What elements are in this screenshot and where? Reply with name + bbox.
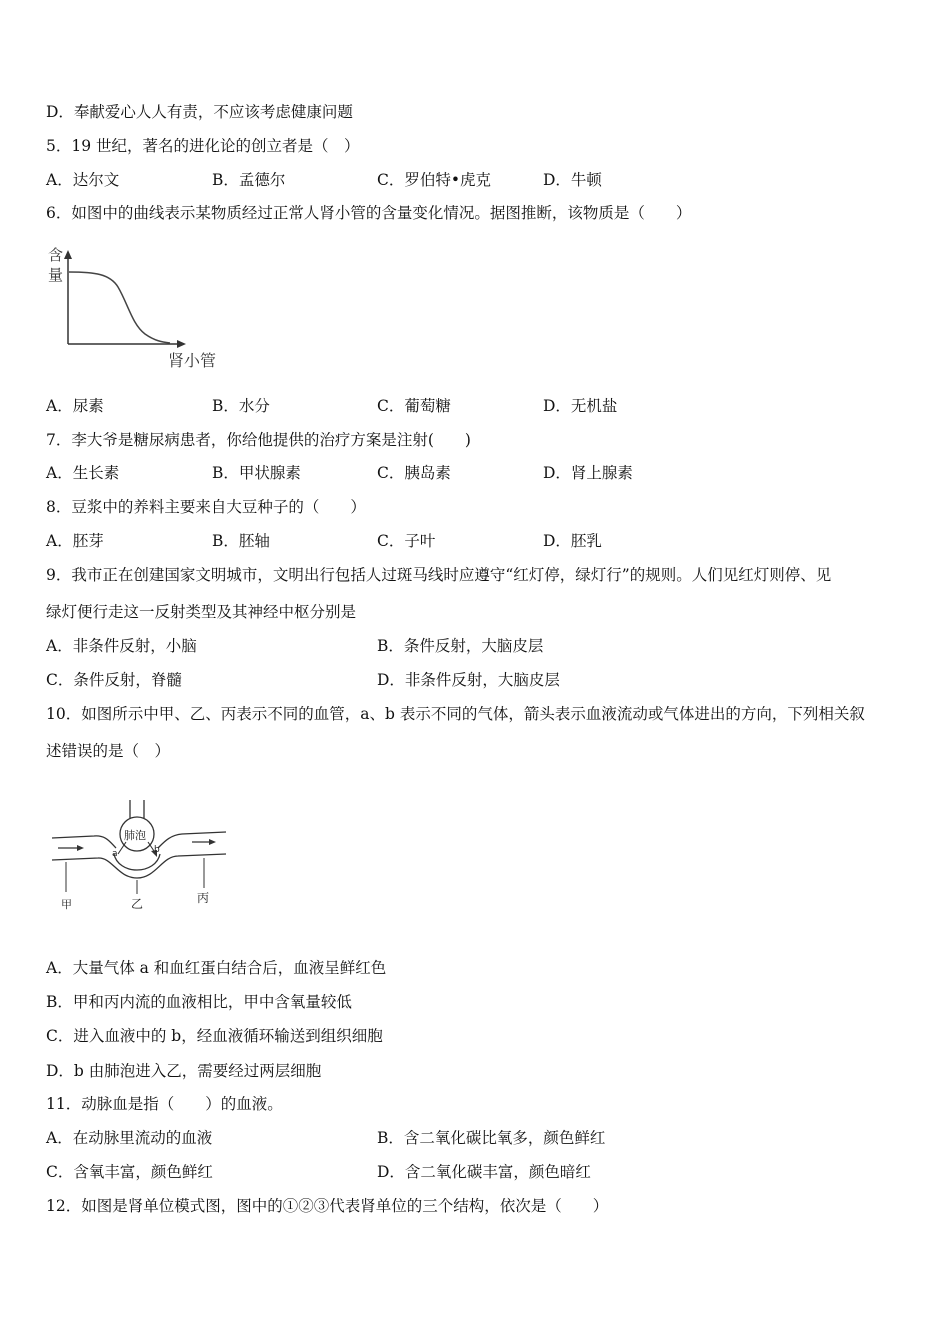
- q11-option-c: C．含氧丰富，颜色鲜红: [46, 1163, 213, 1181]
- vessel-jia-label: 甲: [61, 898, 72, 911]
- vessel-yi-label: 乙: [131, 897, 144, 911]
- q6-curve-chart: [40, 242, 240, 377]
- q11-option-d: D．含二氧化碳丰富，颜色暗红: [377, 1163, 591, 1181]
- q10-alveolus-diagram: [46, 798, 236, 916]
- q5-option-a: A．达尔文: [46, 171, 120, 189]
- q4-option-d: D．奉献爱心人人有责，不应该考虑健康问题: [46, 103, 353, 121]
- q7-option-c: C．胰岛素: [377, 464, 451, 482]
- q7-option-d: D．肾上腺素: [543, 464, 633, 482]
- q6-ylabel-1: 含: [48, 246, 64, 264]
- q9-option-c: C．条件反射，脊髓: [46, 671, 182, 689]
- q8-option-b: B．胚轴: [212, 532, 270, 550]
- q10-option-c: C．进入血液中的 b，经血液循环输送到组织细胞: [46, 1027, 383, 1045]
- q8-stem: 8．豆浆中的养料主要来自大豆种子的（ ）: [46, 498, 366, 516]
- q5-option-c: C．罗伯特•虎克: [377, 171, 492, 189]
- q9-stem-line2: 绿灯便行走这一反射类型及其神经中枢分别是: [46, 603, 357, 621]
- q8-option-c: C．子叶: [377, 532, 436, 550]
- q6-stem: 6．如图中的曲线表示某物质经过正常人肾小管的含量变化情况。据图推断，该物质是（ ）: [46, 204, 692, 222]
- q10-option-a: A．大量气体 a 和血红蛋白结合后，血液呈鲜红色: [46, 959, 387, 977]
- q6-y-arrow: [64, 250, 72, 259]
- q6-xlabel: 肾小管: [168, 351, 217, 370]
- q8-option-d: D．胚乳: [543, 532, 602, 550]
- q12-stem: 12．如图是肾单位模式图，图中的①②③代表肾单位的三个结构，依次是（ ）: [46, 1197, 609, 1215]
- q6-option-d: D．无机盐: [543, 397, 618, 415]
- alveolus-label: 肺泡: [124, 829, 146, 842]
- q10-figure: [46, 798, 236, 916]
- q6-content-curve: [69, 272, 170, 343]
- q11-option-b: B．含二氧化碳比氧多，颜色鲜红: [377, 1129, 606, 1147]
- q6-option-a: A．尿素: [46, 397, 104, 415]
- gas-b-label: b: [154, 845, 160, 855]
- vessel-bing-label: 丙: [197, 891, 210, 905]
- q7-option-b: B．甲状腺素: [212, 464, 301, 482]
- q8-option-a: A．胚芽: [46, 532, 104, 550]
- q9-option-b: B．条件反射，大脑皮层: [377, 637, 544, 655]
- q6-option-b: B．水分: [212, 397, 270, 415]
- q7-option-a: A．生长素: [46, 464, 120, 482]
- q9-stem-line1: 9．我市正在创建国家文明城市，文明出行包括人过斑马线时应遵守“红灯停，绿灯行”的规则。人们见红灯则停、见: [46, 566, 832, 584]
- q11-option-a: A．在动脉里流动的血液: [46, 1129, 213, 1147]
- q9-option-d: D．非条件反射，大脑皮层: [377, 671, 560, 689]
- q5-stem: 5．19 世纪，著名的进化论的创立者是（ ）: [46, 137, 360, 155]
- q9-option-a: A．非条件反射，小脑: [46, 637, 197, 655]
- q7-stem: 7．李大爷是糖尿病患者，你给他提供的治疗方案是注射( ): [46, 431, 471, 449]
- q10-stem-line2: 述错误的是（ ）: [46, 742, 171, 760]
- q10-option-b: B．甲和丙内流的血液相比，甲中含氧量较低: [46, 993, 352, 1011]
- q5-option-d: D．牛顿: [543, 171, 602, 189]
- q6-x-arrow: [177, 340, 186, 348]
- q11-stem: 11．动脉血是指（ ）的血液。: [46, 1095, 283, 1113]
- gas-a-label: a: [112, 849, 118, 859]
- q6-option-c: C．葡萄糖: [377, 397, 451, 415]
- q10-option-d: D．b 由肺泡进入乙，需要经过两层细胞: [46, 1062, 322, 1080]
- q5-option-b: B．孟德尔: [212, 171, 286, 189]
- q6-ylabel-2: 量: [48, 266, 64, 284]
- q10-stem-line1: 10．如图所示中甲、乙、丙表示不同的血管，a、b 表示不同的气体，箭头表示血液流动或气体进出的方向，下列相关叙: [46, 705, 865, 723]
- q6-figure: [40, 242, 240, 377]
